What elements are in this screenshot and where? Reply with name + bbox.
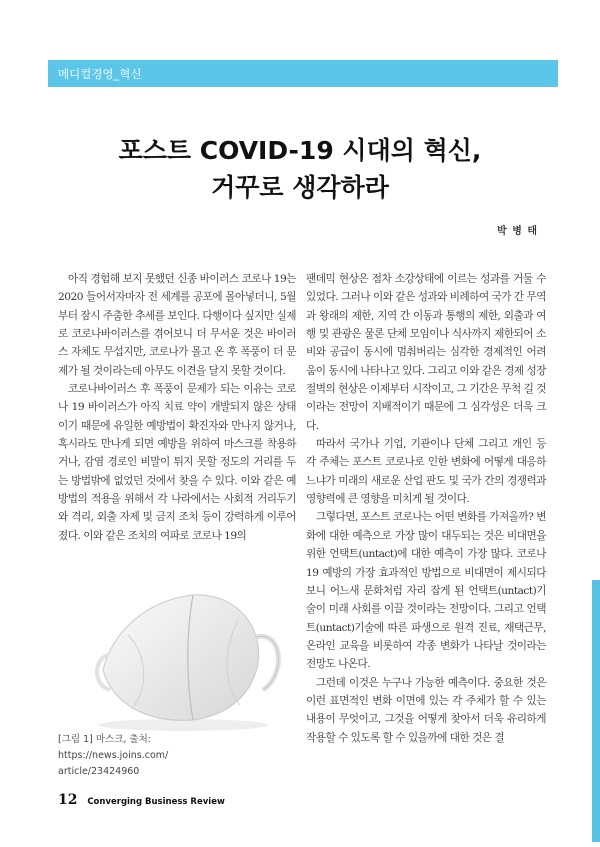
figure-caption <box>58 732 258 780</box>
paragraph: 팬데믹 현상은 점차 소강상태에 이르는 성과를 거둘 수 있었다. 그러나 이와 같은 성과와 비례하여 국가 간 무역과 왕래의 제한, 지역 간 이동과 통행의 제한, 외출과 여행 및 관광은 물론 단체 모임이나 식사까지 제한되어 소비와 공급이 동시에 멈춰버리는 심각한 경제적인 어려움이 동시에 나타나고 있다. 그리고 이와 같은 경제 성장 절벽의 현상은 이제부터 시작이고, 그 기간은 무척 길 것이라는 전망이 지배적이기 때문에 그 심각성은 더욱 크다. <box>306 273 546 432</box>
paragraph: 그렇다면, 포스트 코로나는 어떤 변화를 가져올까? 변화에 대한 예측으로 가장 많이 대두되는 것은 비대면을 위한 언택트(untact)에 대한 예측이 가장 많다. 코로나 19 예방의 가장 효과적인 방법으로 비대면이 제시되다 보니 어느새 문화처럼 자리 잡게 된 언택트(untact)기술이 미래 사회를 이끌 것이라는 전망이다. 그리고 언택트(untact)기술에 따른 파생으로 원격 진료, 재택근무, 온라인 교육을 비롯하여 각종 변화가 나타날 것이라는 전망도 나온다. <box>306 511 546 671</box>
left-column <box>58 270 296 545</box>
caption-line-2: article/23424960 <box>58 766 140 777</box>
mask-image <box>88 575 290 733</box>
paragraph: 그런데 이것은 누구나 가능한 예측이다. 중요한 것은 이런 표면적인 변화 이면에 있는 각 주체가 할 수 있는 내용이 무엇이고, 그것을 어떻게 찾아서 더욱 유리하게 작용할 수 있도록 할 수 있을까에 대한 것은 결 <box>306 676 546 744</box>
paragraph: 코로나바이러스 후 폭풍이 문제가 되는 이유는 코로나 19 바이러스가 아직 치료 약이 개발되지 않은 상태이기 때문에 유일한 예방법이 확진자와 만나지 않거나, 혹시라도 만나게 되면 예방을 위하여 마스크를 착용하거나, 감염 경로인 비말이 튀지 못할 정도의 거리를 두는 방법밖에 없었던 것에서 찾을 수 있다. 이와 같은 예방법의 적용을 위해서 각 나라에서는 사회적 거리두기와 격리, 외출 자제 및 금지 조치 등이 강력하게 이루어졌다. 이와 같은 조치의 여파로 코로나 19의 <box>58 383 296 542</box>
page-footer <box>58 792 225 808</box>
section-label: 메디컬경영_혁신 <box>58 67 142 81</box>
right-column <box>306 270 546 747</box>
author-name: 박 병 태 <box>497 226 538 237</box>
journal-name: Converging Business Review <box>87 797 225 807</box>
caption-line-1: [그림 1] 마스크, 출처: https://news.joins.com/ <box>58 734 169 761</box>
title-line-1: 포스트 COVID-19 시대의 혁신, <box>118 136 482 165</box>
side-tab-marker <box>592 580 600 842</box>
paragraph: 아직 경험해 보지 못했던 신종 바이러스 코로나 19는 2020 들어서자마자 전 세계를 공포에 몰아넣더니, 5월부터 잠시 주춤한 추세를 보인다. 다행이다 싶지만 실제로 코로나바이러스를 겪어보니 더 무서운 것은 바이러스 자체도 무섭지만, 코로나가 몰고 온 후 폭풍이 더 문제가 될 것이라는데 아무도 이견을 달지 못할 것이다. <box>58 273 296 377</box>
page-number: 12 <box>58 792 78 808</box>
section-header-bar <box>48 60 558 87</box>
paragraph: 따라서 국가나 기업, 기관이나 단체 그리고 개인 등 각 주체는 포스트 코로나로 인한 변화에 어떻게 대응하느냐가 미래의 새로운 산업 판도 및 국가 간의 경쟁력과 영향력에 큰 영향을 미치게 될 것이다. <box>306 438 546 506</box>
article-title <box>40 132 560 206</box>
title-line-2: 거꾸로 생각하라 <box>211 173 389 202</box>
